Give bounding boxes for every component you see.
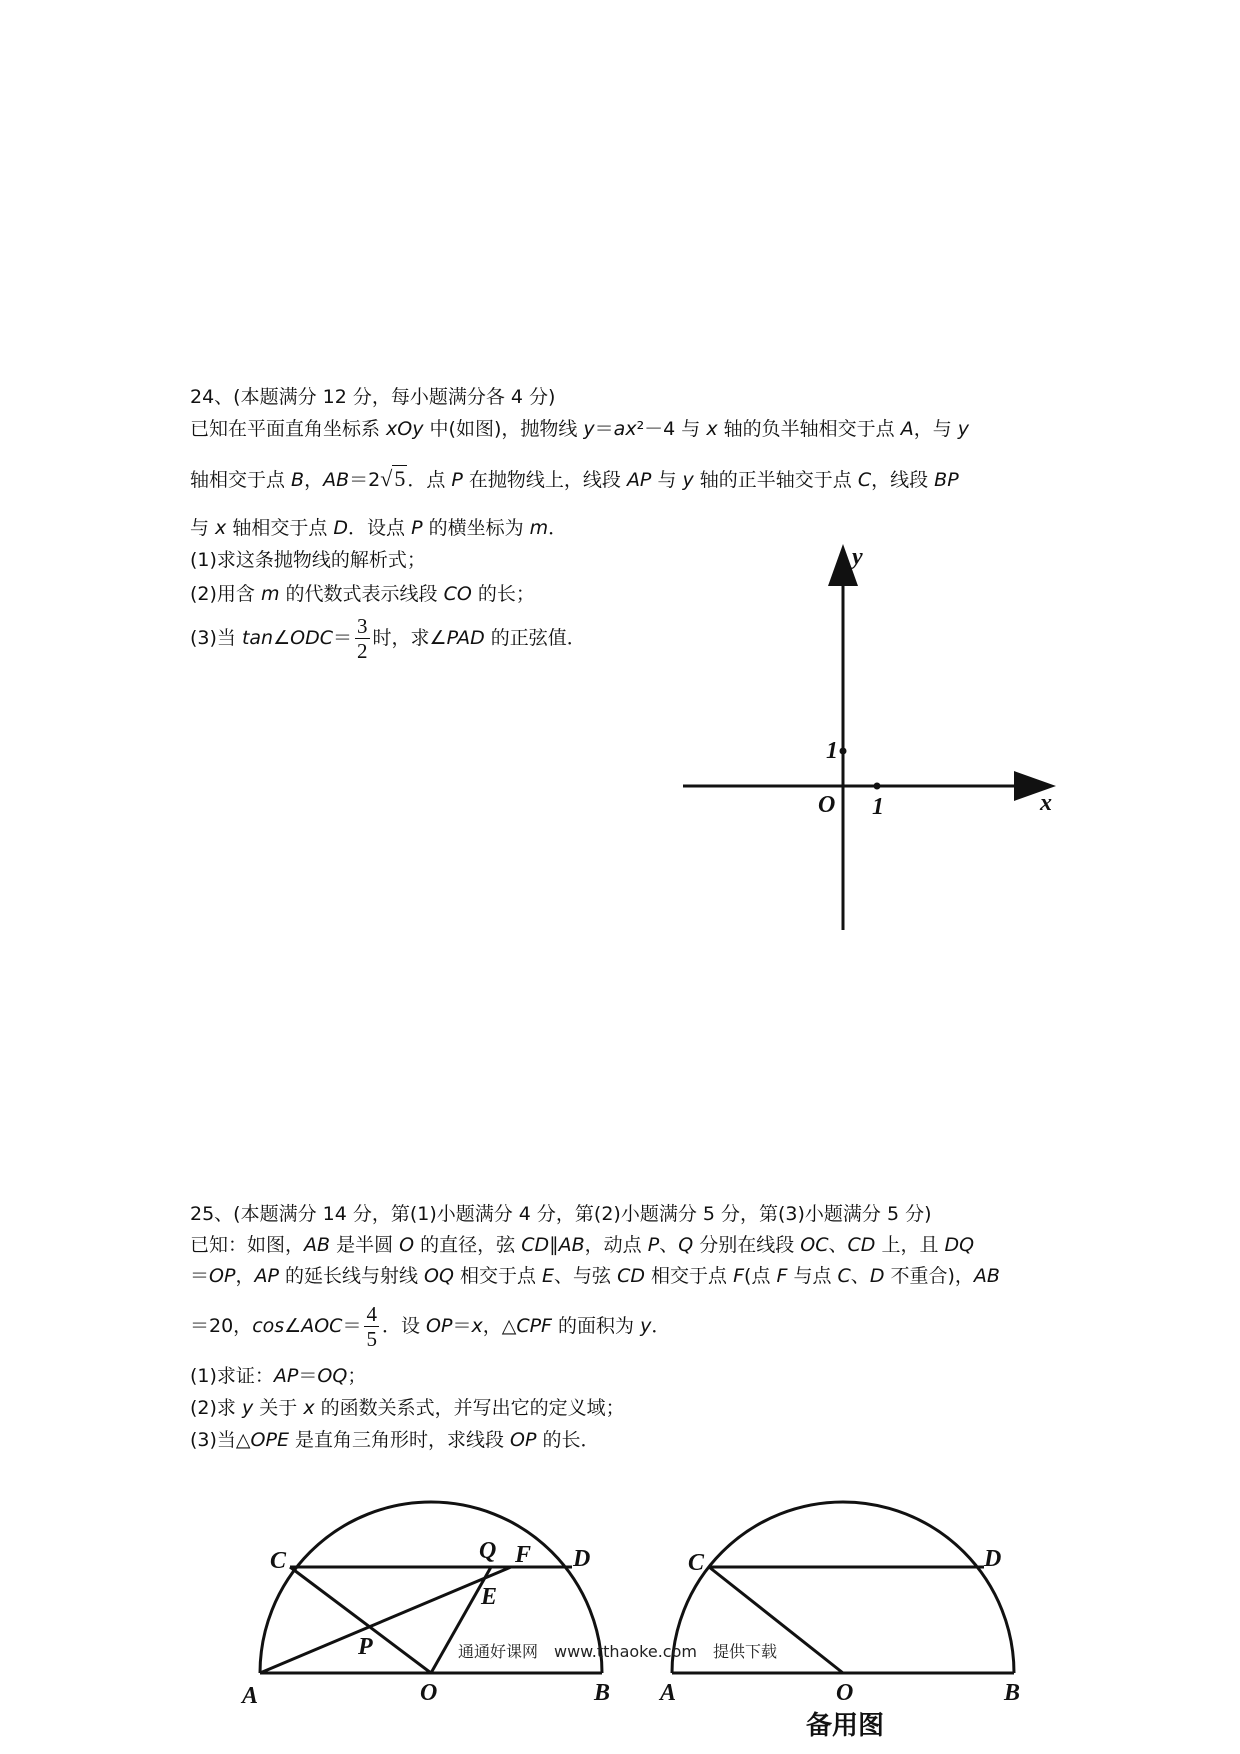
q25-sub-3: (3)当△OPE 是直角三角形时，求线段 OP 的长． [190, 1429, 600, 1451]
fig1-label-O: O [420, 1680, 438, 1706]
fraction-4-over-5: $\frac{4}{5}$ [366, 1302, 377, 1351]
fig1-label-F: F [515, 1542, 532, 1568]
backup-figure-caption: 备用图 [806, 1711, 885, 1741]
fig1-label-P: P [358, 1634, 373, 1660]
y-axis-label: y [852, 544, 863, 570]
q24-stem-line-1: 已知在平面直角坐标系 xOy 中(如图)，抛物线 y＝ax²－4 与 x 轴的负半轴相交于点 A，与 y [190, 418, 969, 440]
q24-stem-line-3: 与 x 轴相交于点 D．设点 P 的横坐标为 m． [190, 517, 568, 539]
q24-header: 24、(本题满分 12 分，每小题满分各 4 分) [190, 386, 556, 408]
fig1-label-C: C [270, 1548, 287, 1574]
q25-sub-1: (1)求证：AP＝OQ； [190, 1365, 367, 1387]
q24-sub-2: (2)用含 m 的代数式表示线段 CO 的长； [190, 583, 535, 605]
x-axis-label: x [1040, 790, 1052, 816]
x-unit-label: 1 [872, 794, 884, 820]
fraction-3-over-2: $\frac{3}{2}$ [357, 614, 368, 663]
fig2-label-O: O [836, 1680, 854, 1706]
q25-sub-2: (2)求 y 关于 x 的函数关系式，并写出它的定义域； [190, 1397, 625, 1419]
q24-sub-3: (3)当 tan∠ODC＝ $\frac{3}{2}$ 时，求∠PAD 的正弦值． [190, 614, 586, 663]
fig2-label-D: D [984, 1546, 1002, 1572]
y-unit-label: 1 [826, 738, 838, 764]
q25-stem-line-2: ＝OP，AP 的延长线与射线 OQ 相交于点 E、与弦 CD 相交于点 F(点 F 与点 C、D 不重合)，AB [190, 1265, 1000, 1287]
q25-stem-line-3: ＝20，cos∠AOC＝ $\frac{4}{5}$ ．设 OP＝x，△CPF 的面积为 y． [190, 1302, 671, 1351]
fig1-label-E: E [481, 1584, 498, 1610]
origin-label: O [818, 792, 836, 818]
fig1-label-Q: Q [479, 1538, 497, 1564]
q24-sub-1: (1)求这条抛物线的解析式； [190, 549, 426, 571]
fig2-label-B: B [1004, 1680, 1021, 1706]
fig1-label-B: B [594, 1680, 611, 1706]
sqrt-sign: √5 [380, 466, 406, 491]
q25-header: 25、(本题满分 14 分，第(1)小题满分 4 分，第(2)小题满分 5 分，第(3)小题满分 5 分) [190, 1203, 932, 1225]
fig1-label-A: A [242, 1683, 259, 1709]
fig2-label-A: A [660, 1680, 677, 1706]
q25-stem-line-1: 已知：如图，AB 是半圆 O 的直径，弦 CD∥AB，动点 P、Q 分别在线段 OC、CD 上，且 DQ [190, 1234, 975, 1256]
q24-stem-line-2: 轴相交于点 B，AB＝2√5 ．点 P 在抛物线上，线段 AP 与 y 轴的正半轴交于点 C，线段 BP [190, 466, 959, 491]
fig1-label-D: D [573, 1546, 591, 1572]
fig2-label-C: C [688, 1550, 705, 1576]
watermark: 通通好课网 www.tthaoke.com 提供下载 [458, 1642, 777, 1661]
